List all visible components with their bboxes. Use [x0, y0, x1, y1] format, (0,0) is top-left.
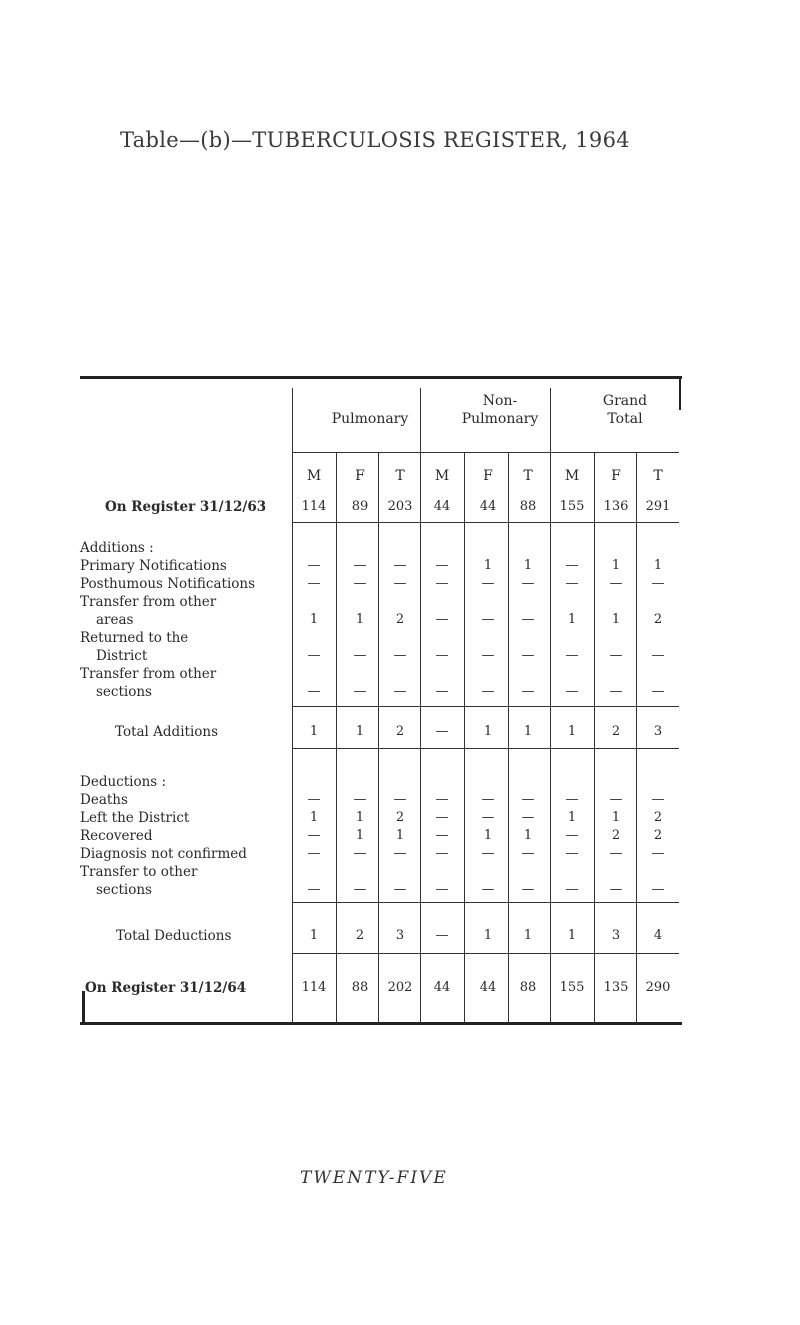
on-register-start-cell: 44: [433, 499, 451, 514]
deductions-row-cell: —: [521, 882, 535, 897]
additions-row-cell: 1: [355, 612, 365, 627]
group-header-line2: Pulmonary: [461, 411, 539, 427]
grid-horizontal-rule: [292, 748, 679, 749]
on-register-start-cell: 114: [301, 499, 327, 514]
additions-row-cell: —: [565, 648, 579, 663]
grid-horizontal-rule: [292, 706, 679, 707]
deductions-row-cell: 1: [611, 810, 621, 825]
column-header-t: T: [653, 468, 663, 484]
additions-row-cell: —: [609, 648, 623, 663]
additions-row-cell: —: [307, 576, 321, 591]
deductions-row-cell: 1: [395, 828, 405, 843]
deductions-row-cell: —: [565, 792, 579, 807]
deductions-row-cell: —: [435, 810, 449, 825]
additions-heading: Additions :: [80, 540, 154, 556]
column-header-t: T: [523, 468, 533, 484]
total-additions-cell: —: [435, 724, 449, 739]
deductions-row-cell: 1: [567, 810, 577, 825]
additions-row-cell: —: [481, 576, 495, 591]
deductions-row-cell: 1: [483, 828, 493, 843]
deductions-row-cell: —: [481, 846, 495, 861]
additions-row-cell: —: [521, 612, 535, 627]
additions-row-cell: —: [565, 684, 579, 699]
deductions-row-cell: 2: [653, 810, 663, 825]
deductions-row-cell: —: [307, 792, 321, 807]
total-additions-cell: 1: [309, 724, 319, 739]
additions-row-cell: —: [609, 684, 623, 699]
deductions-row-cell: 2: [395, 810, 405, 825]
total-deductions-cell: 1: [309, 928, 319, 943]
grid-vertical-rule: [336, 452, 337, 1022]
additions-row-cell: —: [307, 684, 321, 699]
deductions-row-cell: —: [651, 792, 665, 807]
additions-row-cell: —: [307, 558, 321, 573]
grid-horizontal-rule: [292, 452, 679, 453]
deductions-row-cell: —: [481, 792, 495, 807]
additions-row-cell: 1: [567, 612, 577, 627]
additions-row-cell: —: [393, 576, 407, 591]
deductions-row-cell: —: [393, 846, 407, 861]
total-deductions-cell: 1: [567, 928, 577, 943]
deductions-row-cell: —: [565, 846, 579, 861]
on-register-start-cell: 89: [351, 499, 369, 514]
deductions-row-cell: —: [521, 846, 535, 861]
additions-row-cell: —: [609, 576, 623, 591]
on-register-end-cell: 88: [351, 980, 369, 995]
additions-row-cell: 1: [483, 558, 493, 573]
deductions-heading: Deductions :: [80, 774, 167, 790]
deductions-row-cell: —: [481, 882, 495, 897]
additions-row-cell: —: [651, 684, 665, 699]
column-header-t: T: [395, 468, 405, 484]
deductions-row-cell: —: [307, 846, 321, 861]
deductions-row-cell: 1: [355, 810, 365, 825]
group-header-pulmonary: [310, 392, 430, 428]
deductions-row-cell: —: [609, 846, 623, 861]
additions-row-cell: 1: [611, 558, 621, 573]
additions-row-cell: —: [353, 648, 367, 663]
grid-vertical-rule: [464, 452, 465, 1022]
additions-row-cell: —: [481, 648, 495, 663]
additions-row-cell: —: [565, 558, 579, 573]
deductions-row-cell: 1: [355, 828, 365, 843]
additions-row-cell: —: [435, 612, 449, 627]
table-bottom-rule: [80, 1022, 682, 1025]
grid-vertical-rule: [594, 452, 595, 1022]
grid-horizontal-rule: [292, 522, 679, 523]
grid-vertical-rule: [550, 388, 551, 1022]
on-register-start-cell: 136: [603, 499, 629, 514]
additions-row-cell: —: [435, 576, 449, 591]
page-footer: TWENTY-FIVE: [300, 1168, 448, 1188]
total-additions-cell: 3: [653, 724, 663, 739]
total-additions-cell: 1: [567, 724, 577, 739]
deductions-row-cell: —: [651, 846, 665, 861]
on-register-end-cell: 290: [645, 980, 671, 995]
deductions-row-cell: —: [307, 828, 321, 843]
deductions-row-cell: —: [565, 828, 579, 843]
additions-row-cell: —: [435, 648, 449, 663]
total-additions-cell: 1: [483, 724, 493, 739]
total-deductions-cell: 4: [653, 928, 663, 943]
deductions-row-cell: —: [609, 882, 623, 897]
on-register-end-cell: 44: [433, 980, 451, 995]
row-label-left-district: Left the District: [80, 810, 190, 826]
group-header-line1: [310, 392, 430, 410]
deductions-row-cell: 1: [309, 810, 319, 825]
on-register-end-label: On Register 31/12/64: [85, 980, 247, 996]
total-additions-cell: 2: [395, 724, 405, 739]
total-deductions-cell: 3: [395, 928, 405, 943]
deductions-row-cell: —: [521, 810, 535, 825]
additions-row-cell: —: [481, 684, 495, 699]
additions-row-cell: 2: [395, 612, 405, 627]
total-deductions-cell: 1: [523, 928, 533, 943]
group-header-line1: Non-: [482, 393, 518, 409]
deductions-row-cell: —: [435, 792, 449, 807]
deductions-row-cell: 1: [523, 828, 533, 843]
group-header-line1: Grand: [602, 393, 648, 409]
row-label-returned-district-2: District: [96, 648, 148, 664]
deductions-row-cell: —: [353, 882, 367, 897]
additions-row-cell: 1: [523, 558, 533, 573]
group-header-non-pulmonary: [440, 392, 560, 428]
total-additions-label: Total Additions: [115, 724, 219, 740]
additions-row-cell: —: [521, 576, 535, 591]
column-header-f: F: [483, 468, 493, 484]
table-top-rule: [80, 376, 682, 379]
deductions-row-cell: 2: [611, 828, 621, 843]
total-deductions-cell: 1: [483, 928, 493, 943]
additions-row-cell: —: [353, 576, 367, 591]
additions-row-cell: —: [481, 612, 495, 627]
row-label-transfer-other-sections: Transfer from other: [80, 666, 217, 682]
row-label-diagnosis-not-confirmed: Diagnosis not confirmed: [80, 846, 247, 862]
row-label-transfer-other-sections-2: sections: [96, 684, 152, 700]
deductions-row-cell: —: [307, 882, 321, 897]
additions-row-cell: —: [393, 648, 407, 663]
column-header-m: M: [564, 468, 580, 484]
grid-vertical-rule: [508, 452, 509, 1022]
deductions-row-cell: —: [393, 792, 407, 807]
row-label-deaths: Deaths: [80, 792, 128, 808]
row-label-returned-district: Returned to the: [80, 630, 189, 646]
total-additions-cell: 1: [523, 724, 533, 739]
total-deductions-cell: —: [435, 928, 449, 943]
row-label-transfer-other-areas: Transfer from other: [80, 594, 217, 610]
total-deductions-cell: 2: [355, 928, 365, 943]
deductions-row-cell: —: [521, 792, 535, 807]
deductions-row-cell: —: [481, 810, 495, 825]
column-header-f: F: [355, 468, 365, 484]
grid-vertical-rule: [378, 452, 379, 1022]
additions-row-cell: —: [353, 558, 367, 573]
on-register-end-cell: 202: [387, 980, 413, 995]
total-deductions-cell: 3: [611, 928, 621, 943]
additions-row-cell: 1: [309, 612, 319, 627]
on-register-end-cell: 135: [603, 980, 629, 995]
additions-row-cell: —: [435, 558, 449, 573]
group-header-line2: Pulmonary: [331, 411, 409, 427]
column-header-m: M: [306, 468, 322, 484]
grid-horizontal-rule: [292, 953, 679, 954]
deductions-row-cell: —: [565, 882, 579, 897]
additions-row-cell: —: [307, 648, 321, 663]
deductions-row-cell: —: [353, 792, 367, 807]
additions-row-cell: 1: [611, 612, 621, 627]
additions-row-cell: —: [393, 684, 407, 699]
additions-row-cell: —: [353, 684, 367, 699]
group-header-line2: Total: [607, 411, 643, 427]
row-label-primary-notifications: Primary Notifications: [80, 558, 227, 574]
column-header-m: M: [434, 468, 450, 484]
deductions-row-cell: —: [651, 882, 665, 897]
column-header-f: F: [611, 468, 621, 484]
on-register-start-label: On Register 31/12/63: [105, 499, 267, 515]
deductions-row-cell: —: [353, 846, 367, 861]
on-register-start-cell: 44: [479, 499, 497, 514]
group-header-grand-total: [570, 392, 680, 428]
grid-vertical-rule: [636, 452, 637, 1022]
additions-row-cell: —: [393, 558, 407, 573]
deductions-row-cell: —: [609, 792, 623, 807]
register-table: [80, 376, 682, 1028]
additions-row-cell: —: [521, 648, 535, 663]
on-register-end-cell: 155: [559, 980, 585, 995]
grid-vertical-rule: [420, 388, 421, 1022]
row-label-transfer-other-areas-2: areas: [96, 612, 134, 628]
additions-row-cell: 2: [653, 612, 663, 627]
table-left-rule: [82, 991, 85, 1025]
deductions-row-cell: —: [435, 828, 449, 843]
additions-row-cell: —: [651, 648, 665, 663]
grid-horizontal-rule: [292, 902, 679, 903]
additions-row-cell: 1: [653, 558, 663, 573]
on-register-start-cell: 88: [519, 499, 537, 514]
page-title: Table—(b)—TUBERCULOSIS REGISTER, 1964: [120, 128, 630, 152]
deductions-row-cell: —: [435, 882, 449, 897]
total-deductions-label: Total Deductions: [116, 928, 232, 944]
deductions-row-cell: —: [393, 882, 407, 897]
row-label-posthumous-notifications: Posthumous Notifications: [80, 576, 256, 592]
row-label-transfer-to-other: Transfer to other: [80, 864, 198, 880]
additions-row-cell: —: [435, 684, 449, 699]
additions-row-cell: —: [521, 684, 535, 699]
additions-row-cell: —: [651, 576, 665, 591]
on-register-start-cell: 155: [559, 499, 585, 514]
total-additions-cell: 2: [611, 724, 621, 739]
row-label-transfer-to-other-2: sections: [96, 882, 152, 898]
on-register-end-cell: 114: [301, 980, 327, 995]
grid-vertical-rule: [292, 388, 293, 1022]
on-register-start-cell: 291: [645, 499, 671, 514]
on-register-end-cell: 88: [519, 980, 537, 995]
row-label-recovered: Recovered: [80, 828, 153, 844]
on-register-end-cell: 44: [479, 980, 497, 995]
on-register-start-cell: 203: [387, 499, 413, 514]
deductions-row-cell: —: [435, 846, 449, 861]
deductions-row-cell: 2: [653, 828, 663, 843]
additions-row-cell: —: [565, 576, 579, 591]
total-additions-cell: 1: [355, 724, 365, 739]
